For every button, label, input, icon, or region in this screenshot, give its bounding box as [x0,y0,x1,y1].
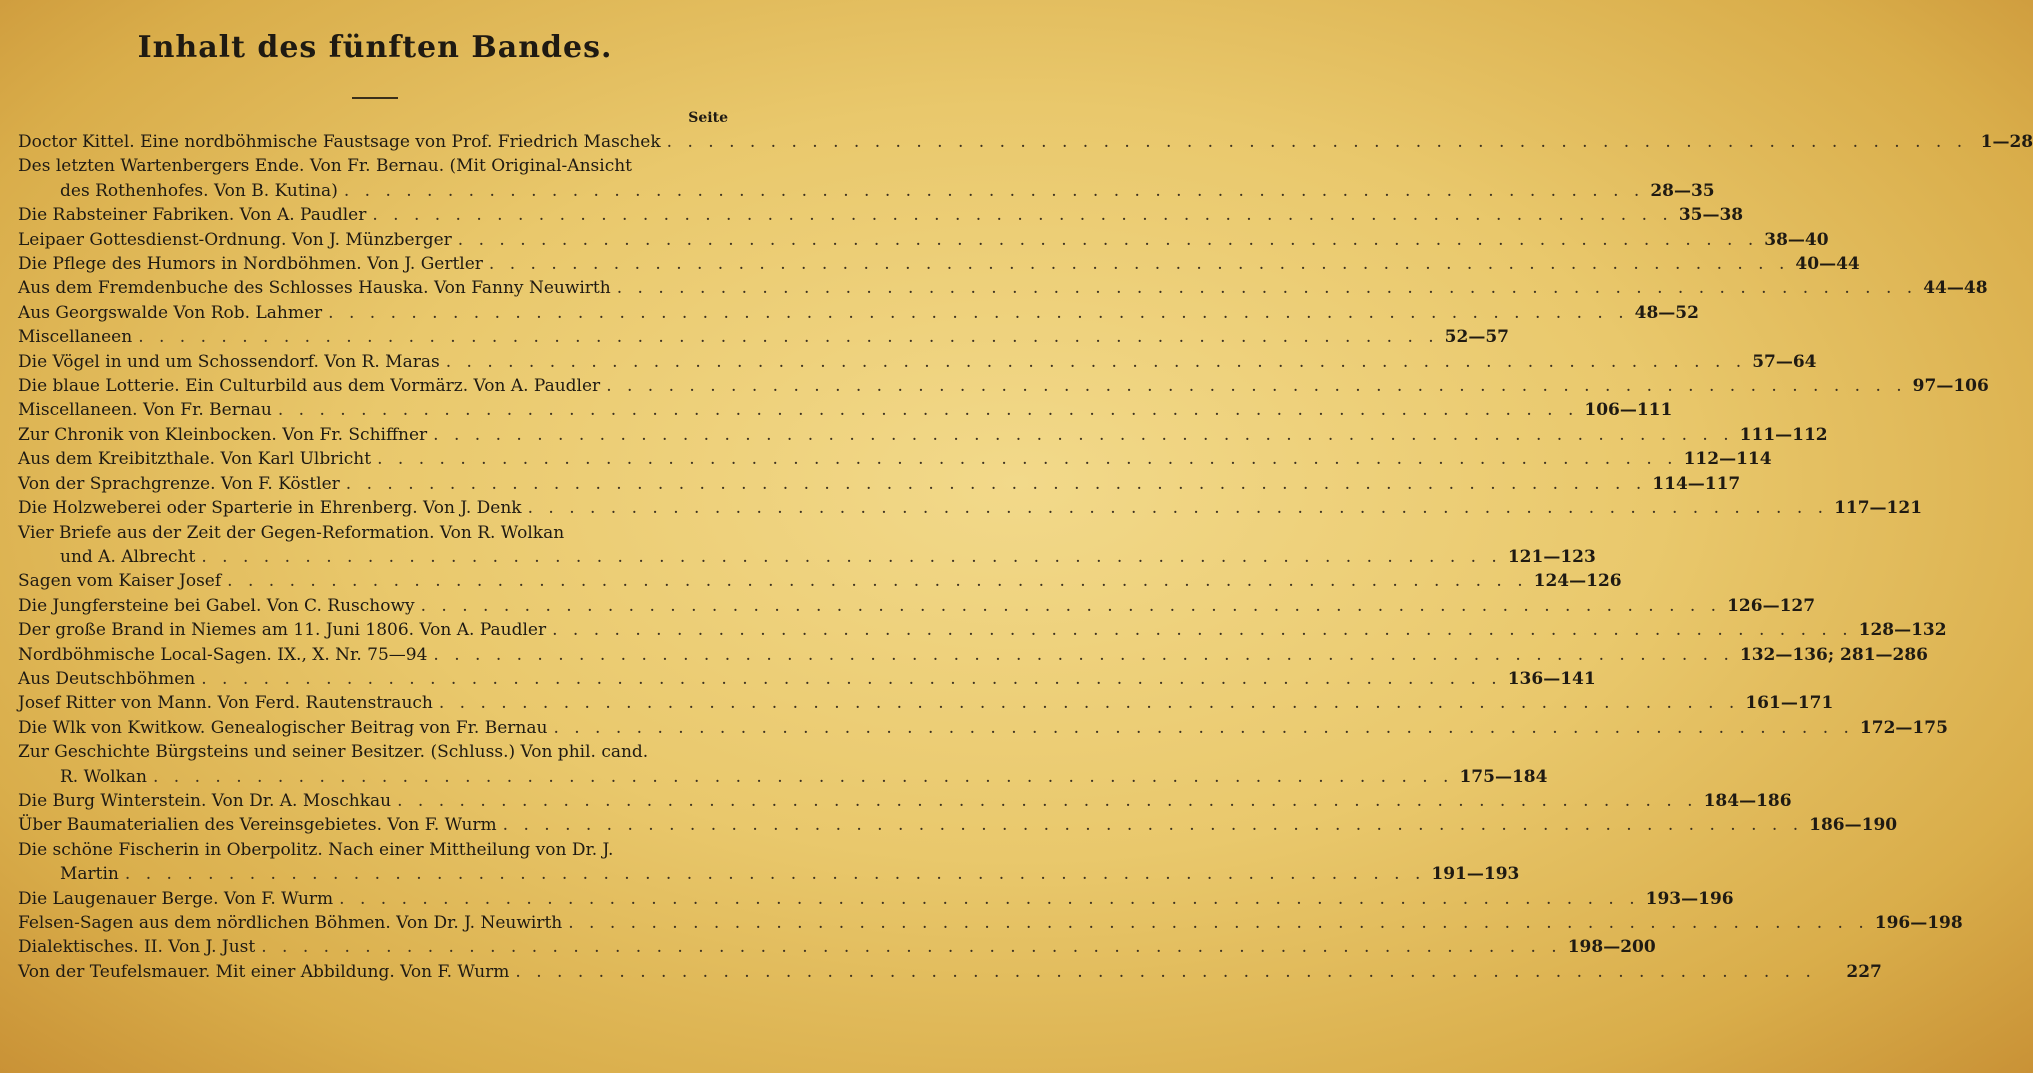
toc-entry [18,496,1923,520]
toc-entry-pages: 114—117 [1652,473,1741,494]
toc-entry-title: Zur Chronik von Kleinbocken. Von Fr. Schiffner [18,424,428,445]
toc-entry-pages: 106—111 [1584,400,1673,421]
toc-entry-line [18,643,1929,667]
toc-entry-pages: 48—52 [1634,302,1699,323]
toc-entry-pages: 40—44 [1795,254,1860,275]
dot-leader [433,643,1733,667]
dot-leader [439,691,1739,715]
toc-entry [18,691,1834,715]
toc-entry-line [18,228,1829,252]
dot-leader [568,911,1868,935]
toc-entry [18,447,1772,471]
toc-entry-pages: 52—57 [1444,327,1509,348]
toc-entry-title: Aus Georgswalde Von Rob. Lahmer [18,302,323,323]
toc-entry-title: Miscellaneen [18,327,133,348]
toc-entry-line [18,545,1596,569]
dot-leader [397,789,1697,813]
toc-entry-line [18,398,1673,422]
toc-entry-title: Der große Brand in Niemes am 11. Juni 1806. Von A. Paudler [18,620,547,641]
dot-leader [421,594,1721,618]
toc-entry-pages: 28—35 [1650,180,1715,201]
toc-entry-pages: 112—114 [1683,449,1772,470]
toc-entry-title: Des letzten Wartenbergers Ende. Von Fr. Bernau. (Mit Original-Ansicht [18,156,632,177]
toc-entry [18,130,2033,154]
toc-entry-title: Leipaer Gottesdienst-Ordnung. Von J. Münzberger [18,229,452,250]
toc-entry-pages: 121—123 [1507,546,1596,567]
toc-entry [18,398,1673,422]
dot-leader [153,765,1453,789]
toc-entry [18,594,1816,618]
toc-entry-pages: 196—198 [1874,913,1963,933]
toc-entry-pages: 184—186 [1703,790,1792,811]
toc-entry [18,276,1988,300]
dot-leader [528,496,1828,520]
toc-entry-line [18,130,2033,154]
toc-entry-title: Die Jungfersteine bei Gabel. Von C. Ruschowy [18,595,415,616]
dot-leader [515,960,1815,984]
toc-entry-title: Miscellaneen. Von Fr. Bernau [18,400,272,421]
toc-entry-pages: 132—136; 281—286 [1739,644,1929,665]
toc-entry-title: Die schöne Fischerin in Oberpolitz. Nach einer Mittheilung von Dr. J. [18,839,614,860]
toc-entry-title: Aus Deutschböhmen [18,668,196,689]
toc-entry [18,423,1828,447]
toc-entry [18,667,1596,691]
toc-entry-pages: 136—141 [1507,668,1596,689]
dot-leader [617,276,1917,300]
dot-leader [503,813,1803,837]
toc-entry-title: Die Laugenauer Berge. Von F. Wurm [18,888,334,909]
toc-entry-title: Zur Geschichte Bürgsteins und seiner Besitzer. (Schluss.) Von phil. cand. [18,742,649,763]
toc-entry-pages: 124—126 [1533,571,1622,592]
dot-leader [125,862,1425,886]
toc-entry-title: Aus dem Fremdenbuche des Schlosses Hauska. Von Fanny Neuwirth [18,278,611,299]
toc-entry [18,716,1948,740]
toc-entry [18,838,1520,887]
dot-leader [201,667,1501,691]
toc-entry-line [18,447,1772,471]
toc-entry-title: Von der Sprachgrenze. Von F. Köstler [18,473,340,494]
dot-leader [339,887,1639,911]
dot-leader [261,935,1561,959]
toc-entry-title: Die Holzweberei oder Sparterie in Ehrenberg. Von J. Denk [18,498,522,519]
toc-entry-title: Sagen vom Kaiser Josef [18,571,222,592]
toc-entry-pages: 35—38 [1678,205,1744,226]
dot-leader [227,569,1527,593]
toc-entry-pages: 126—127 [1727,595,1816,616]
toc-entry-pages: 111—112 [1739,424,1828,445]
toc-entry-line [18,813,1898,837]
toc-entry-line [18,472,1741,496]
toc-entry-line [18,276,1988,300]
toc-entry-pages: 128—132 [1858,620,1947,641]
toc-entry-title: Über Baumaterialien des Vereinsgebietes. Von F. Wurm [18,815,497,836]
toc-entry-line [18,765,1548,789]
toc-entry [18,228,1829,252]
toc-entry [18,569,1622,593]
toc-entry [18,911,1963,935]
toc-entry [18,350,1817,374]
toc-entry-title: Die blaue Lotterie. Ein Culturbild aus dem Vormärz. Von A. Paudler [18,376,601,397]
toc-entry-pages: 117—121 [1834,498,1923,519]
dot-leader [344,179,1644,203]
toc-entry-title: Josef Ritter von Mann. Von Ferd. Rautenstrauch [18,693,433,714]
toc-entry-line [18,935,1656,959]
toc-entry [18,935,1656,959]
toc-entry-title: Die Wlk von Kwitkow. Genealogischer Beitrag von Fr. Bernau [18,717,548,738]
toc-entry-title: Felsen-Sagen aus dem nördlichen Böhmen. Von Dr. J. Neuwirth [18,913,563,933]
toc-entry-title: R. Wolkan [60,766,147,787]
title-divider [352,97,398,99]
dot-leader [489,252,1789,276]
toc-entry-line [18,960,1882,984]
toc-entry-line [18,179,1715,203]
toc-entry-title: Vier Briefe aus der Zeit der Gegen-Reformation. Von R. Wolkan [18,522,565,543]
toc-entry [18,887,1734,911]
toc-entry-title: und A. Albrecht [60,546,196,567]
toc-entry-pages: 198—200 [1567,937,1656,958]
dot-leader [328,301,1628,325]
toc-entry-line [18,911,1963,935]
toc-entry [18,789,1792,813]
page-column-header: Seite [688,110,728,126]
toc-entry-pages: 191—193 [1431,864,1520,885]
dot-leader [377,447,1677,471]
toc-entry-title: Die Burg Winterstein. Von Dr. A. Moschkau [18,790,392,811]
toc-entry [18,374,1989,398]
toc-entry-title: Martin [60,864,119,885]
toc-entry-line [18,862,1520,886]
toc-entry [18,325,1509,349]
toc-entry-line [18,301,1699,325]
toc-entry [18,618,1947,642]
dot-leader [552,618,1852,642]
toc-entry-line [18,618,1947,642]
toc-entry-title: Die Vögel in und um Schossendorf. Von R. Maras [18,351,440,372]
toc-entry-line [18,838,730,862]
toc-entry-pages: 186—190 [1809,815,1898,836]
toc-entry-title: Die Rabsteiner Fabriken. Von A. Paudler [18,205,367,226]
dot-leader [278,398,1578,422]
toc-entry-line [18,887,1734,911]
toc-entry-pages: 227 [1846,961,1882,982]
toc-entry-pages: 161—171 [1745,693,1834,714]
dot-leader [372,203,1672,227]
toc-entry-line [18,569,1622,593]
toc-entry-pages: 44—48 [1923,278,1988,299]
toc-entry-title: Die Pflege des Humors in Nordböhmen. Von J. Gertler [18,254,483,275]
toc-entry-line [18,350,1817,374]
toc-entry [18,203,1744,227]
table-of-contents [18,130,2033,984]
toc-entry [18,252,1860,276]
toc-entry-line [18,423,1828,447]
toc-entry-pages: 172—175 [1859,717,1948,738]
toc-entry-line [18,594,1816,618]
toc-entry-line [18,740,730,764]
toc-entry [18,154,1715,203]
toc-entry-title: Nordböhmische Local-Sagen. IX., X. Nr. 75—94 [18,644,428,665]
toc-entry-line [18,252,1860,276]
dot-leader [433,423,1733,447]
dot-leader [346,472,1646,496]
toc-entry [18,521,1596,570]
toc-entry-line [18,374,1989,398]
toc-entry [18,960,1882,984]
toc-entry-line [18,716,1948,740]
toc-entry-pages: 57—64 [1752,351,1817,372]
toc-entry-pages: 193—196 [1645,888,1734,909]
toc-entry [18,740,1548,789]
toc-entry-line [18,789,1792,813]
toc-entry-line [18,521,730,545]
dot-leader [606,374,1906,398]
toc-entry-title: des Rothenhofes. Von B. Kutina) [60,180,338,201]
toc-entry-line [18,691,1834,715]
toc-entry-line [18,496,1923,520]
dot-leader [667,130,1967,154]
toc-entry-pages: 175—184 [1459,766,1548,787]
toc-entry [18,301,1699,325]
dot-leader [201,545,1501,569]
toc-entry-pages: 97—106 [1912,376,1989,397]
dot-leader [553,716,1853,740]
toc-entry [18,813,1898,837]
toc-entry-title: Von der Teufelsmauer. Mit einer Abbildung. Von F. Wurm [18,961,510,982]
toc-entry-title: Dialektisches. II. Von J. Just [18,937,256,958]
toc-entry-pages: 1—28 [1980,132,2033,152]
dot-leader [446,350,1746,374]
toc-entry [18,472,1741,496]
dot-leader [138,325,1438,349]
dot-leader [458,228,1758,252]
toc-entry-pages: 38—40 [1764,229,1829,250]
toc-entry-line [18,667,1596,691]
toc-entry-line [18,154,730,178]
toc-entry-title: Aus dem Kreibitzthale. Von Karl Ulbricht [18,449,372,470]
toc-entry [18,643,1929,667]
toc-entry-title: Doctor Kittel. Eine nordböhmische Faustsage von Prof. Friedrich Maschek [18,132,661,152]
toc-entry-line [18,325,1509,349]
page-title: Inhalt des fünften Bandes. [137,30,613,65]
toc-entry-line [18,203,1744,227]
